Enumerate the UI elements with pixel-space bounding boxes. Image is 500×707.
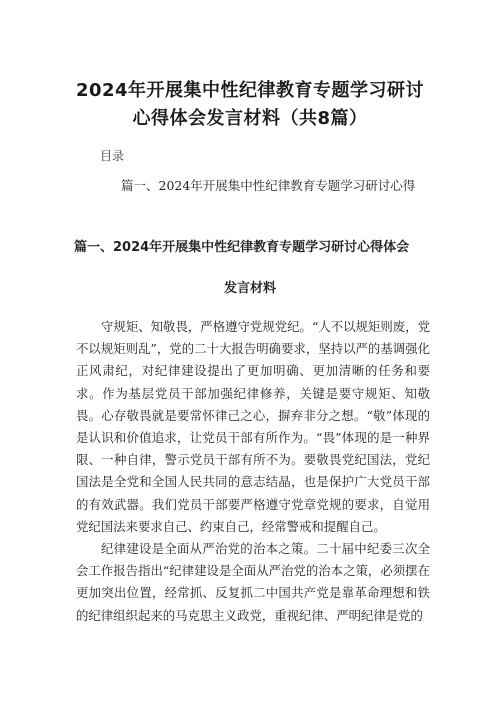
toc-item-1[interactable]: 篇一、2024年开展集中性纪律教育专题学习研讨心得: [121, 178, 416, 193]
section-title-line-2: 发言材料: [223, 281, 276, 296]
paragraph-2: 纪律建设是全面从严治党的治本之策。二十届中纪委三次全会工作报告指出“纪律建设是全面从严治党的治本之策，必须摆在更加突出位置，经常抓、反复抓二中国共产党是靠革命理想和铁的纪律组织起来的马克思主义政党，重视纪律、严明纪律是党的: [76, 541, 430, 623]
paragraph-1: 守规矩、知敬畏，严格遵守党规党纪。“人不以规矩则废，党不以规矩则乱”，党的二十大报告明确要求，坚持以严的基调强化正风肃纪，对纪律建设提出了更加明确、更加清晰的任务和要求。作为基层党员干部加强纪律修养，关键是要守规矩、知敬畏。心存敬畏就是要常怀律己之心，摒弃非分之想。“敬”体现的是认识和价值追求，让党员干部有所作为。“畏”体现的是一种界限、一种自律，警示党员干部有所不为。要敬畏党纪国法，党纪国法是全党和全国人民共同的意志结晶，也是保护广大党员干部的有效武器。我们党员干部要严格遵守党章党规的要求，自觉用党纪国法来要求自己、约束自己，经常警戒和提醒自己。: [76, 319, 430, 534]
document-title-line-1: 2024年开展集中性纪律教育专题学习研讨: [75, 80, 425, 101]
toc-heading: 目录: [100, 149, 125, 163]
document-title-line-2: 心得体会发言材料（共8篇）: [132, 108, 368, 129]
body-text: [76, 316, 430, 627]
section-title-line-1: 篇一、2024年开展集中性纪律教育专题学习研讨心得体会: [74, 240, 410, 255]
